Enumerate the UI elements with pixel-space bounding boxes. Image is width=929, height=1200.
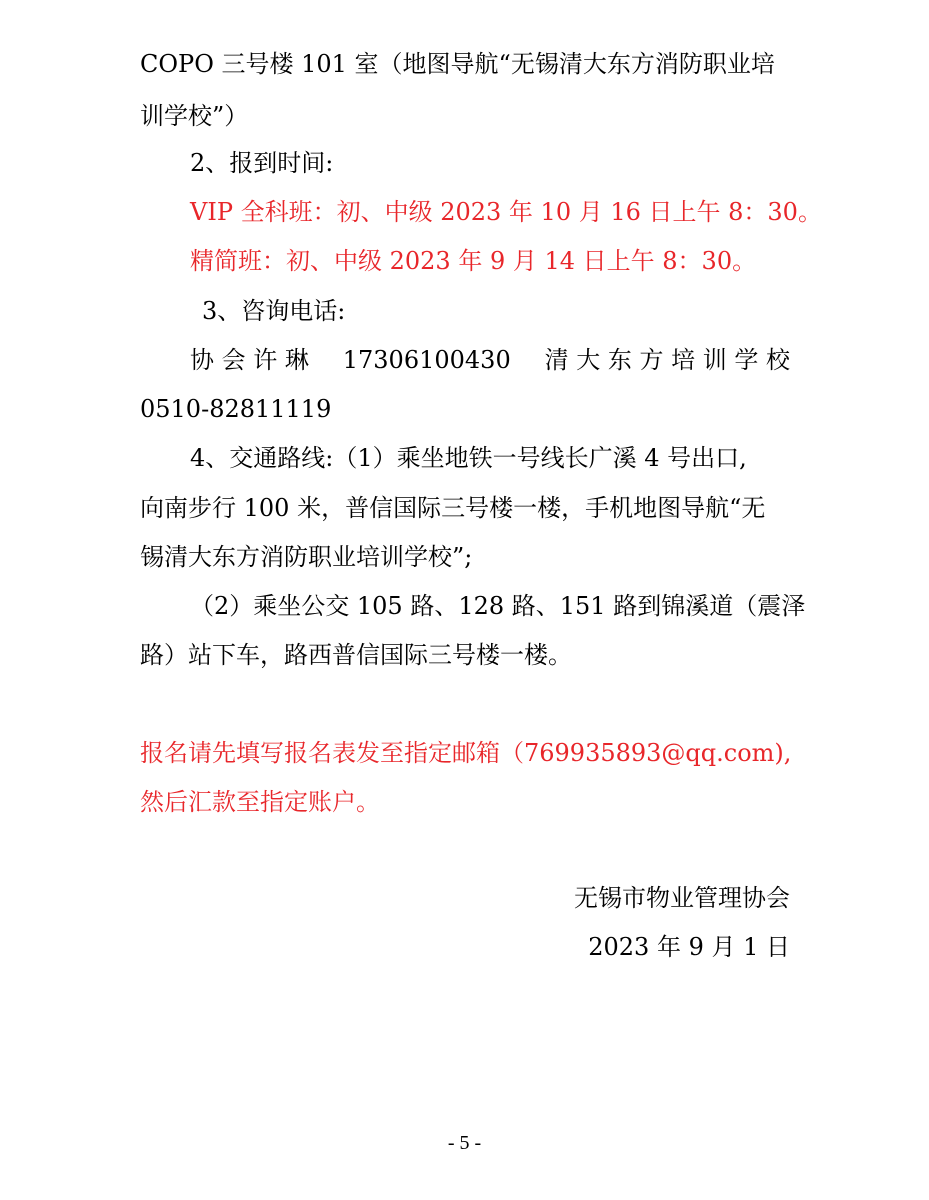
transport-line-1: 4、交通路线:（1）乘坐地铁一号线长广溪 4 号出口, bbox=[190, 444, 747, 472]
notice-line-1: 报名请先填写报名表发至指定邮箱（769935893@qq.com), bbox=[140, 739, 792, 767]
address-line-2: 训学校”） bbox=[140, 102, 249, 130]
contact-phone-2: 0510-82811119 bbox=[140, 395, 332, 423]
lite-class-time: 精简班：初、中级 2023 年 9 月 14 日上午 8：30。 bbox=[190, 247, 757, 275]
transport-line-5: 路）站下车，路西普信国际三号楼一楼。 bbox=[140, 641, 572, 669]
vip-class-time: VIP 全科班：初、中级 2023 年 10 月 16 日上午 8：30。 bbox=[190, 198, 822, 226]
contact-person: 协 会 许 琳 bbox=[190, 346, 309, 374]
page-number: - 5 - bbox=[447, 1132, 482, 1154]
signature-org: 无锡市物业管理协会 bbox=[574, 884, 790, 912]
contact-row bbox=[190, 340, 790, 380]
contact-school: 清 大 东 方 培 训 学 校 bbox=[544, 346, 790, 374]
address-line-1: COPO 三号楼 101 室（地图导航“无锡清大东方消防职业培 bbox=[140, 50, 775, 78]
transport-line-4: （2）乘坐公交 105 路、128 路、151 路到锦溪道（震泽 bbox=[190, 592, 806, 620]
contact-phone-1: 17306100430 bbox=[342, 346, 511, 374]
contact-heading: 3、咨询电话: bbox=[202, 297, 346, 325]
transport-line-2: 向南步行 100 米，普信国际三号楼一楼，手机地图导航“无 bbox=[140, 494, 766, 522]
registration-heading: 2、报到时间: bbox=[190, 149, 334, 177]
notice-line-2: 然后汇款至指定账户。 bbox=[140, 788, 380, 816]
transport-line-3: 锡清大东方消防职业培训学校”; bbox=[140, 543, 473, 571]
signature-date: 2023 年 9 月 1 日 bbox=[588, 933, 790, 961]
